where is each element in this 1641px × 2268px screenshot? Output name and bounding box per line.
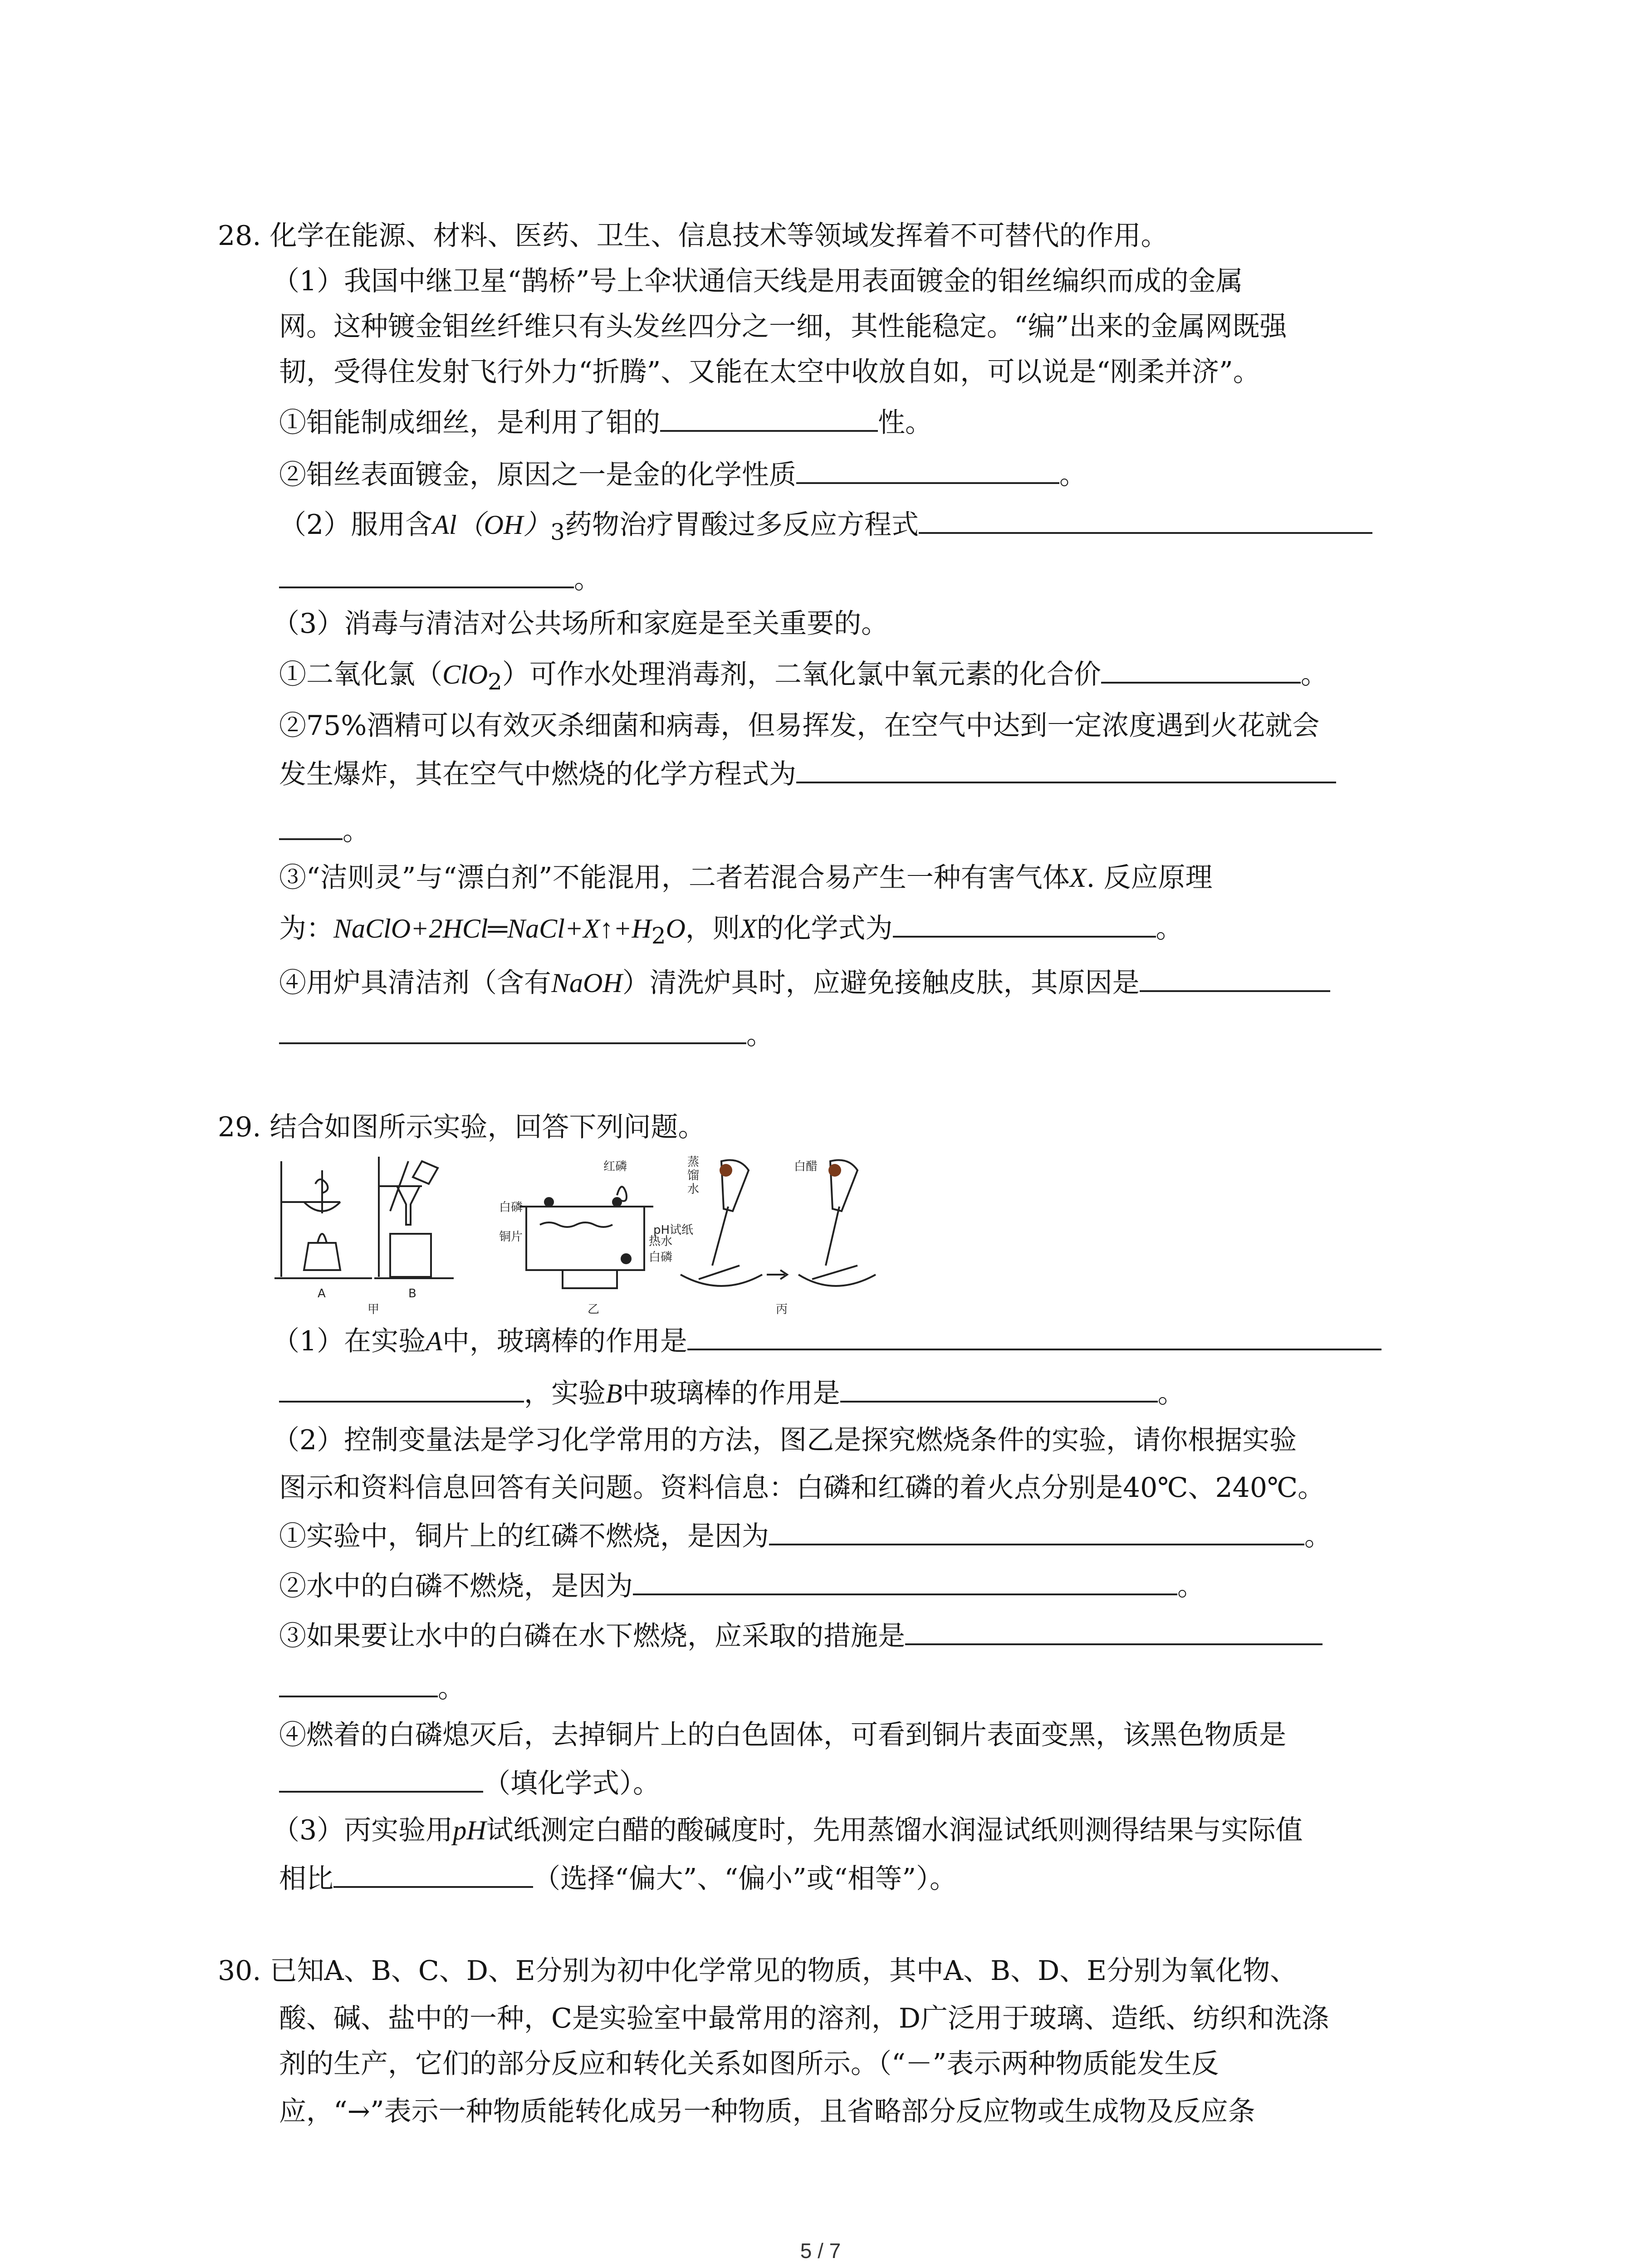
q28-title: 28. 化学在能源、材料、医药、卫生、信息技术等领域发挥着不可替代的作用。: [218, 220, 1168, 252]
q29-experiment-figure: [272, 1152, 889, 1315]
q29-p2-b: ②水中的白磷不燃烧，是因为 。: [279, 1567, 1205, 1604]
q29-title: 29. 结合如图所示实验，回答下列问题。: [218, 1111, 705, 1143]
q28-p3-b-line2: 发生爆炸，其在空气中燃烧的化学方程式为: [279, 755, 1336, 792]
answer-blank[interactable]: [796, 755, 1336, 783]
answer-blank[interactable]: [769, 1517, 1304, 1545]
fig-label-distilled-3: 水: [687, 1183, 700, 1196]
q28-p1-b: ②钼丝表面镀金，原因之一是金的化学性质 。: [279, 456, 1087, 493]
q28-p1-a: ①钼能制成细丝，是利用了钼的 性。: [279, 404, 932, 441]
answer-blank[interactable]: [687, 1322, 1381, 1350]
answer-blank[interactable]: [333, 1860, 533, 1888]
answer-blank[interactable]: [279, 1016, 746, 1044]
fig-label-b: B: [408, 1287, 416, 1300]
q29-p2-c: ③如果要让水中的白磷在水下燃烧，应采取的措施是: [279, 1617, 1323, 1654]
q30-line4: 应，“→”表示一种物质能转化成另一种物质，且省略部分反应物或生成物及反应条: [279, 2096, 1255, 2127]
fig-label-ph-paper: pH试纸: [653, 1223, 694, 1237]
answer-blank[interactable]: [1101, 655, 1301, 684]
q29-p1: （1）在实验A中，玻璃棒的作用是: [272, 1322, 1381, 1359]
answer-blank[interactable]: [633, 1567, 1177, 1595]
q28-p2-cont: 。: [279, 560, 601, 597]
q28-p3-d: ④用炉具清洁剂（含有NaOH）清洗炉具时，应避免接触皮肤，其原因是: [279, 964, 1330, 1001]
fig-label-white-p-top: 白磷: [499, 1201, 523, 1214]
q29-p3-line2: 相比 （选择“偏大”、“偏小”或“相等”）。: [279, 1860, 957, 1897]
answer-blank[interactable]: [279, 1765, 483, 1793]
q28-p3-c-line1: ③“洁则灵”与“漂白剂”不能混用，二者若混合易产生一种有害气体X. 反应原理: [279, 862, 1213, 894]
q28-p3-b-cont: 。: [279, 812, 370, 849]
q28-p3-b-line1: ②75%酒精可以有效灭杀细菌和病毒，但易挥发，在空气中达到一定浓度遇到火花就会: [279, 710, 1320, 742]
q28-p1-line3: 韧，受得住发射飞行外力“折腾”、又能在太空中收放自如，可以说是“刚柔并济”。: [279, 356, 1260, 388]
fig-label-bing: 丙: [776, 1303, 788, 1315]
fig-label-distilled-1: 蒸: [687, 1155, 700, 1169]
q29-p2-d-line1: ④燃着的白磷熄灭后，去掉铜片上的白色固体，可看到铜片表面变黑，该黑色物质是: [279, 1719, 1286, 1751]
fig-label-distilled-2: 馏: [687, 1169, 700, 1183]
q29-p2-line1: （2）控制变量法是学习化学常用的方法，图乙是探究燃烧条件的实验，请你根据实验: [272, 1424, 1297, 1456]
q30-line3: 剂的生产，它们的部分反应和转化关系如图所示。（“－”表示两种物质能发生反: [279, 2048, 1219, 2080]
q28-p3-c-line2: 为：$NaClO+2HCl═NaCl+X↑+H_2O$，则X的化学式为 。: [279, 909, 1183, 954]
page-number: 5 / 7: [800, 2239, 841, 2263]
q30-line2: 酸、碱、盐中的一种，C是实验室中最常用的溶剂，D广泛用于玻璃、造纸、纺织和洗涤: [279, 2003, 1329, 2034]
fig-label-white-p-bottom: 白磷: [649, 1251, 673, 1264]
answer-blank[interactable]: [919, 506, 1372, 534]
fig-label-red-p: 红磷: [603, 1160, 627, 1173]
answer-blank[interactable]: [796, 456, 1059, 484]
answer-blank[interactable]: [893, 909, 1156, 938]
answer-blank[interactable]: [1140, 964, 1330, 992]
q29-p2-d-line2: （填化学式）。: [279, 1765, 660, 1802]
fig-label-copper: 铜片: [499, 1230, 523, 1244]
q28-p1-line2: 网。这种镀金钼丝纤维只有头发丝四分之一细，其性能稳定。“编”出来的金属网既强: [279, 311, 1287, 342]
q29-p1-cont: ，实验B中玻璃棒的作用是 。: [279, 1374, 1185, 1412]
fig-label-a: A: [318, 1287, 326, 1300]
q29-p2-a: ①实验中，铜片上的红磷不燃烧，是因为 。: [279, 1517, 1332, 1554]
fig-label-jia: 甲: [367, 1303, 380, 1315]
q29-p3-line1: （3）丙实验用pH试纸测定白醋的酸碱度时，先用蒸馏水润湿试纸则测得结果与实际值: [272, 1814, 1303, 1846]
answer-blank[interactable]: [905, 1617, 1323, 1645]
q29-p2-line2: 图示和资料信息回答有关问题。资料信息：白磷和红磷的着火点分别是40℃、240℃。: [279, 1472, 1325, 1504]
fig-label-vinegar: 白醋: [794, 1160, 818, 1173]
fig-label-yi: 乙: [588, 1303, 600, 1315]
answer-blank[interactable]: [279, 812, 343, 840]
q28-p3-a: ①二氧化氯（ClO$_2$）可作水处理消毒剂，二氧化氯中氧元素的化合价 。: [279, 655, 1328, 700]
answer-blank[interactable]: [279, 1374, 524, 1403]
answer-blank[interactable]: [279, 560, 574, 588]
q28-p1-line1: （1）我国中继卫星“鹊桥”号上伞状通信天线是用表面镀金的钼丝编织而成的金属: [272, 265, 1243, 297]
answer-blank[interactable]: [840, 1374, 1158, 1403]
answer-blank[interactable]: [660, 404, 878, 432]
q28-p3-head: （3）消毒与清洁对公共场所和家庭是至关重要的。: [272, 608, 889, 640]
q29-p2-c-cont: 。: [279, 1669, 465, 1706]
q28-p2: （2）服用含$Al(OH)_3$药物治疗胃酸过多反应方程式: [279, 506, 1372, 550]
fig-label-hot-water: 热水: [649, 1235, 673, 1248]
q28-p3-d-cont: 。: [279, 1016, 774, 1053]
answer-blank[interactable]: [279, 1669, 438, 1697]
q30-line1: 30. 已知A、B、C、D、E分别为初中化学常见的物质，其中A、B、D、E分别为氧化物、: [218, 1955, 1298, 1987]
